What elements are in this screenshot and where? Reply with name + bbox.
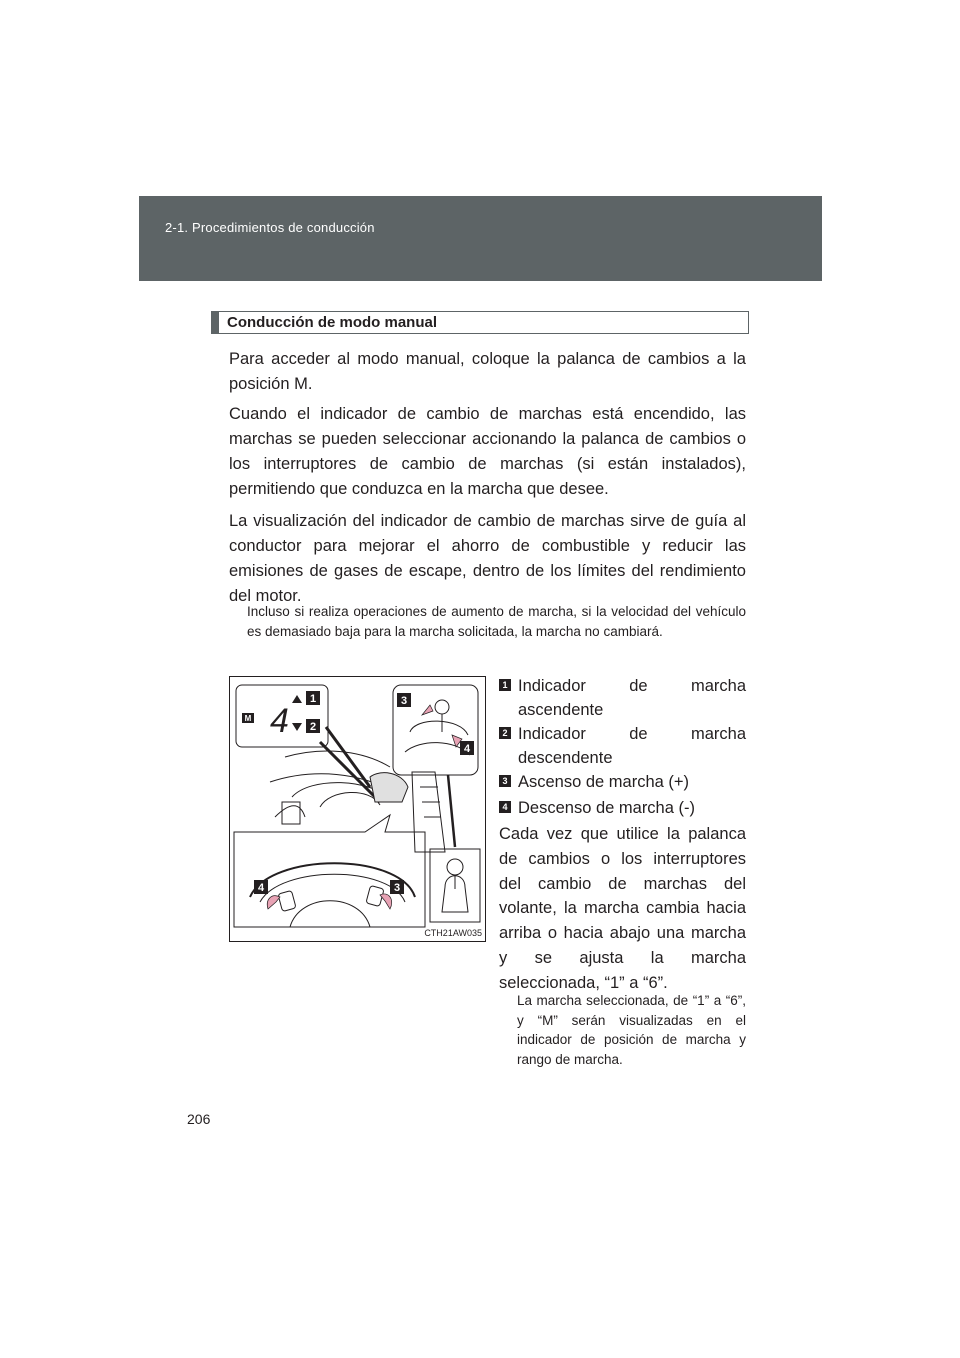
right-note: La marcha seleccionada, de “1” a “6”, y “M” serán visualizadas en el indicador de posición de marcha y rango de marcha. (517, 993, 746, 1067)
legend-label: Indicador de marcha (518, 725, 746, 743)
callout-4-top: 4 (463, 743, 471, 755)
section-title: Conducción de modo manual (227, 314, 438, 331)
legend-number: 4 (499, 801, 511, 813)
page-number: 206 (187, 1111, 211, 1127)
legend-label: Descenso de marcha (-) (518, 799, 695, 817)
note-text: Incluso si realiza operaciones de aumento de marcha, si la velocidad del vehículo es demasiado baja para la marcha solicitada, la marcha no cambiará. (247, 604, 746, 639)
upshift-indicator-icon (292, 695, 302, 703)
callout-4-wheel: 4 (257, 882, 265, 894)
legend-number: 3 (499, 775, 511, 787)
display-gear-digit: 4 (270, 702, 289, 740)
legend-number: 2 (499, 727, 511, 739)
shift-diagram (230, 677, 485, 941)
figure-code: CTH21AW035 (424, 928, 482, 938)
manual-mode-illustration (229, 676, 486, 942)
paragraph-2: Cuando el indicador de cambio de marchas está encendido, las marchas se pueden seleccionar accionando la palanca de cambios o los interruptores de cambio de marchas (si están instalados), permitiendo que conduzca en la marcha que desee. (229, 405, 746, 498)
callout-3-wheel: 3 (393, 882, 401, 894)
callout-1: 1 (309, 693, 317, 705)
callout-3-top: 3 (400, 695, 408, 707)
legend-label: Ascenso de marcha (+) (518, 773, 690, 791)
header-band (139, 196, 822, 281)
legend-item-4 (499, 796, 746, 820)
right-paragraph: Cada vez que utilice la palanca de cambios o los interruptores del cambio de marchas del volante, la marcha cambia hacia arriba o hacia abajo una marcha y se ajusta la marcha seleccionada, “1” a “6”. (499, 825, 746, 992)
paragraph-1: Para acceder al modo manual, coloque la palanca de cambios a la posición M. (229, 350, 746, 393)
legend-label-cont: descendente (518, 749, 613, 767)
legend-number: 1 (499, 679, 511, 691)
callout-2: 2 (309, 721, 317, 733)
legend-label-cont: ascendente (518, 701, 604, 719)
legend-item-1 (499, 674, 746, 722)
paragraph-3: La visualización del indicador de cambio de marchas sirve de guía al conductor para mejorar el ahorro de combustible y reducir las emisiones de gases de escape, dentro de los límites del rendimiento del motor. (229, 512, 746, 605)
section-heading (211, 311, 749, 334)
downshift-indicator-icon (292, 723, 302, 731)
chapter-header: 2-1. Procedimientos de conducción (165, 220, 375, 235)
legend-item-2 (499, 722, 746, 770)
legend-item-3 (499, 770, 746, 794)
display-mode-letter: M (244, 714, 252, 723)
legend-label: Indicador de marcha (518, 677, 746, 695)
section-heading-bar (212, 312, 219, 333)
